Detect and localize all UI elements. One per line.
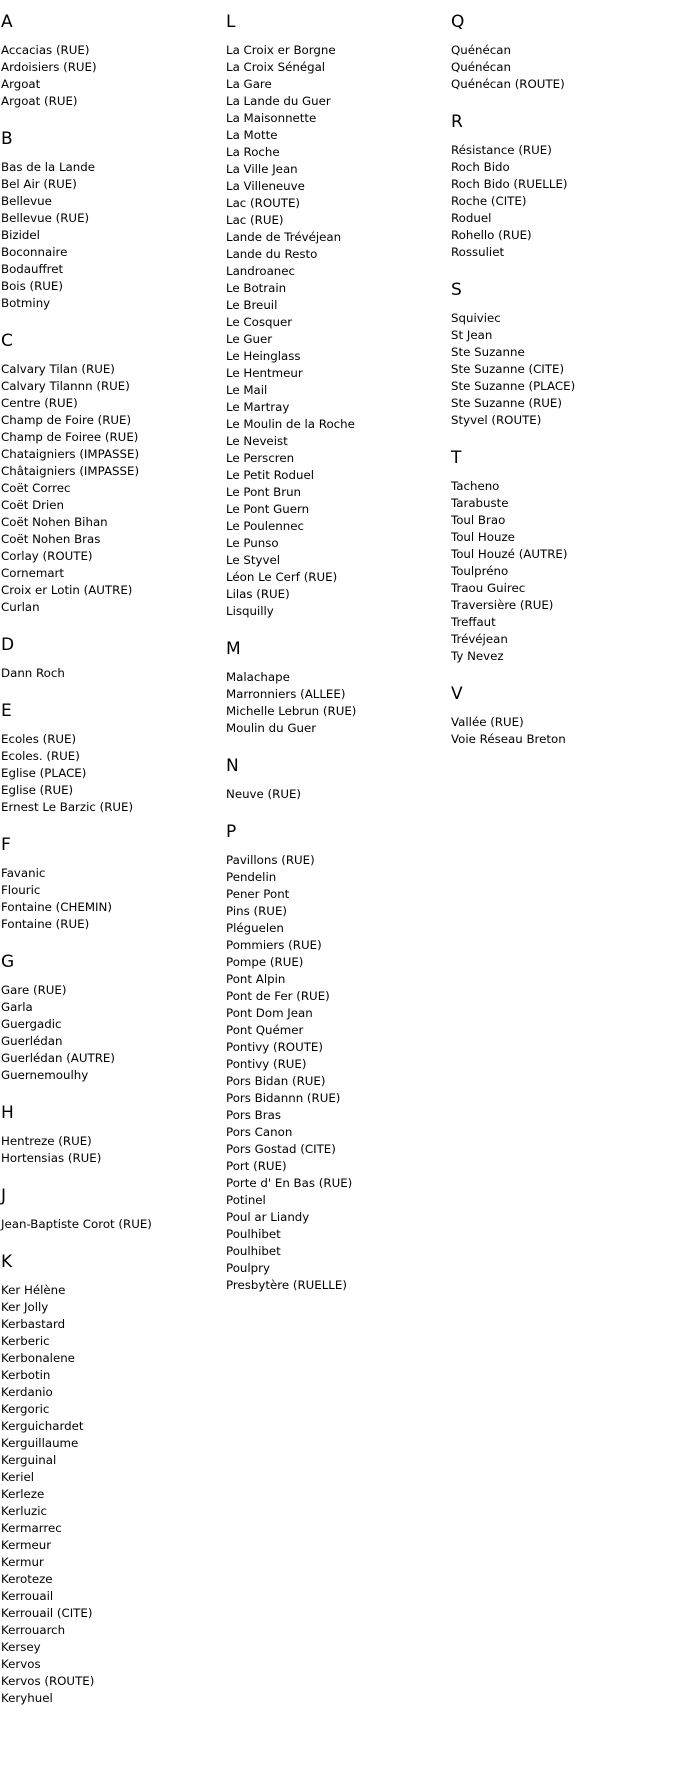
- letter-heading: R: [451, 112, 463, 132]
- street-link[interactable]: Kersey: [1, 1640, 41, 1654]
- street-link[interactable]: Coët Nohen Bras: [1, 532, 101, 546]
- street-link[interactable]: Traversière (RUE): [451, 598, 554, 612]
- letter-group-l: [226, 0, 446, 627]
- street-link[interactable]: Roch Bido (RUELLE): [451, 177, 568, 191]
- street-link[interactable]: La Ville Jean: [226, 162, 298, 176]
- street-link[interactable]: Ste Suzanne (PLACE): [451, 379, 576, 393]
- street-link[interactable]: Le Mail: [226, 383, 268, 397]
- street-link[interactable]: Pors Canon: [226, 1125, 293, 1139]
- street-link[interactable]: La Roche: [226, 145, 280, 159]
- letter-heading: T: [451, 448, 462, 468]
- street-link[interactable]: Keriel: [1, 1470, 35, 1484]
- street-link[interactable]: Pavillons (RUE): [226, 853, 315, 867]
- street-link[interactable]: Tarabuste: [451, 496, 509, 510]
- street-link[interactable]: Kerguinal: [1, 1453, 57, 1467]
- street-link[interactable]: Ecoles. (RUE): [1, 749, 80, 763]
- street-link[interactable]: Voie Réseau Breton: [451, 732, 566, 746]
- street-link[interactable]: Bodauffret: [1, 262, 64, 276]
- street-link[interactable]: Pendelin: [226, 870, 277, 884]
- street-link[interactable]: Cornemart: [1, 566, 65, 580]
- street-link[interactable]: Bellevue (RUE): [1, 211, 90, 225]
- street-link[interactable]: Keryhuel: [1, 1691, 53, 1705]
- letter-heading: M: [226, 639, 241, 659]
- street-link[interactable]: Pont Quémer: [226, 1023, 304, 1037]
- street-link[interactable]: Toul Houzé (AUTRE): [451, 547, 568, 561]
- street-link[interactable]: St Jean: [451, 328, 493, 342]
- letter-group-s: [451, 268, 671, 436]
- street-link[interactable]: Quénécan: [451, 43, 511, 57]
- street-link[interactable]: Styvel (ROUTE): [451, 413, 542, 427]
- letter-heading: L: [226, 12, 236, 32]
- street-link[interactable]: Neuve (RUE): [226, 787, 302, 801]
- letter-group-c: [1, 319, 221, 623]
- letter-heading: N: [226, 756, 239, 776]
- street-link[interactable]: Roch Bido: [451, 160, 510, 174]
- street-link[interactable]: Le Martray: [226, 400, 290, 414]
- street-link[interactable]: La Gare: [226, 77, 272, 91]
- street-link[interactable]: Le Heinglass: [226, 349, 301, 363]
- street-link[interactable]: Calvary Tilannn (RUE): [1, 379, 130, 393]
- street-link[interactable]: Le Perscren: [226, 451, 295, 465]
- street-link[interactable]: Le Poulennec: [226, 519, 304, 533]
- street-link[interactable]: Landroanec: [226, 264, 296, 278]
- street-link[interactable]: Flouric: [1, 883, 41, 897]
- street-link[interactable]: Ker Hélène: [1, 1283, 66, 1297]
- street-link[interactable]: Pommiers (RUE): [226, 938, 322, 952]
- street-link[interactable]: Port (RUE): [226, 1159, 287, 1173]
- street-link[interactable]: Kerbastard: [1, 1317, 66, 1331]
- street-link[interactable]: Le Petit Roduel: [226, 468, 314, 482]
- street-link[interactable]: Ste Suzanne (CITE): [451, 362, 565, 376]
- street-link[interactable]: Bois (RUE): [1, 279, 63, 293]
- letter-heading: Q: [451, 12, 465, 32]
- street-link[interactable]: Guernemoulhy: [1, 1068, 89, 1082]
- street-link[interactable]: Guergadic: [1, 1017, 62, 1031]
- street-link[interactable]: Argoat (RUE): [1, 94, 78, 108]
- street-link[interactable]: Kerbonalene: [1, 1351, 75, 1365]
- street-link[interactable]: Pors Bidan (RUE): [226, 1074, 326, 1088]
- street-link[interactable]: Pontivy (ROUTE): [226, 1040, 323, 1054]
- street-link[interactable]: Résistance (RUE): [451, 143, 552, 157]
- street-link[interactable]: Argoat: [1, 77, 41, 91]
- street-link[interactable]: Moulin du Guer: [226, 721, 317, 735]
- street-link[interactable]: Bel Air (RUE): [1, 177, 77, 191]
- letter-heading: K: [1, 1252, 13, 1272]
- street-link[interactable]: Presbytère (RUELLE): [226, 1278, 347, 1292]
- street-link[interactable]: Michelle Lebrun (RUE): [226, 704, 357, 718]
- street-link[interactable]: Coët Drien: [1, 498, 65, 512]
- street-link[interactable]: Vallée (RUE): [451, 715, 524, 729]
- street-link[interactable]: Traou Guirec: [451, 581, 526, 595]
- street-link[interactable]: Porte d' En Bas (RUE): [226, 1176, 353, 1190]
- letter-group-k: [1, 1240, 221, 1714]
- street-link[interactable]: Poulhibet: [226, 1244, 281, 1258]
- street-link[interactable]: Centre (RUE): [1, 396, 78, 410]
- street-link[interactable]: Jean-Baptiste Corot (RUE): [1, 1217, 152, 1231]
- street-link[interactable]: Eglise (PLACE): [1, 766, 87, 780]
- letter-group-e: [1, 689, 221, 823]
- street-link[interactable]: Gare (RUE): [1, 983, 67, 997]
- letter-group-f: [1, 823, 221, 940]
- street-link[interactable]: Ste Suzanne: [451, 345, 525, 359]
- letter-heading: S: [451, 280, 462, 300]
- index-column-1: [1, 0, 221, 1714]
- street-link[interactable]: Curlan: [1, 600, 40, 614]
- street-link[interactable]: Rohello (RUE): [451, 228, 532, 242]
- street-link[interactable]: Dann Roch: [1, 666, 65, 680]
- index-column-3: [451, 0, 671, 755]
- letter-heading: H: [1, 1103, 14, 1123]
- street-link[interactable]: Kergoric: [1, 1402, 50, 1416]
- street-link[interactable]: Rossuliet: [451, 245, 505, 259]
- street-link[interactable]: Pors Gostad (CITE): [226, 1142, 336, 1156]
- letter-group-n: [226, 744, 446, 810]
- street-link[interactable]: Eglise (RUE): [1, 783, 74, 797]
- street-link[interactable]: Squiviec: [451, 311, 501, 325]
- street-link[interactable]: Toul Houze: [451, 530, 515, 544]
- street-link[interactable]: Hentreze (RUE): [1, 1134, 92, 1148]
- street-link[interactable]: La Villeneuve: [226, 179, 305, 193]
- street-link[interactable]: Calvary Tilan (RUE): [1, 362, 115, 376]
- street-link[interactable]: Fontaine (CHEMIN): [1, 900, 112, 914]
- street-link[interactable]: Kerberic: [1, 1334, 50, 1348]
- street-link[interactable]: La Croix Sénégal: [226, 60, 326, 74]
- letter-group-h: [1, 1091, 221, 1174]
- street-link[interactable]: Fontaine (RUE): [1, 917, 90, 931]
- letter-group-b: [1, 117, 221, 319]
- street-link[interactable]: Botminy: [1, 296, 51, 310]
- street-link[interactable]: La Lande du Guer: [226, 94, 331, 108]
- street-link[interactable]: Ty Nevez: [451, 649, 504, 663]
- street-link[interactable]: Ecoles (RUE): [1, 732, 77, 746]
- street-link[interactable]: La Croix er Borgne: [226, 43, 336, 57]
- street-link[interactable]: Pompe (RUE): [226, 955, 304, 969]
- street-link[interactable]: Léon Le Cerf (RUE): [226, 570, 338, 584]
- street-link[interactable]: Ernest Le Barzic (RUE): [1, 800, 134, 814]
- street-link[interactable]: Chataigniers (IMPASSE): [1, 447, 140, 461]
- street-link[interactable]: Châtaigniers (IMPASSE): [1, 464, 140, 478]
- letter-group-g: [1, 940, 221, 1091]
- street-link[interactable]: Lande de Trévéjean: [226, 230, 342, 244]
- street-link[interactable]: La Motte: [226, 128, 278, 142]
- letter-group-r: [451, 100, 671, 268]
- street-link[interactable]: Pins (RUE): [226, 904, 287, 918]
- street-link[interactable]: Guerlédan (AUTRE): [1, 1051, 115, 1065]
- street-link[interactable]: Malachape: [226, 670, 290, 684]
- street-link[interactable]: Treffaut: [451, 615, 496, 629]
- street-link[interactable]: Kerrouail (CITE): [1, 1606, 93, 1620]
- street-link[interactable]: Boconnaire: [1, 245, 68, 259]
- letter-group-a: [1, 0, 221, 117]
- street-link[interactable]: Pors Bras: [226, 1108, 281, 1122]
- street-link[interactable]: Lac (RUE): [226, 213, 284, 227]
- street-link[interactable]: Le Botrain: [226, 281, 287, 295]
- street-link[interactable]: Quénécan: [451, 60, 511, 74]
- street-link[interactable]: Kerguillaume: [1, 1436, 79, 1450]
- street-link[interactable]: Coët Nohen Bihan: [1, 515, 108, 529]
- street-link[interactable]: Kerrouarch: [1, 1623, 66, 1637]
- letter-heading: C: [1, 331, 13, 351]
- street-link[interactable]: Marronniers (ALLEE): [226, 687, 346, 701]
- street-link[interactable]: Lisquilly: [226, 604, 274, 618]
- street-link[interactable]: Le Guer: [226, 332, 273, 346]
- street-link[interactable]: Lilas (RUE): [226, 587, 290, 601]
- street-link[interactable]: Keroteze: [1, 1572, 53, 1586]
- street-link[interactable]: Champ de Foiree (RUE): [1, 430, 139, 444]
- letter-group-t: [451, 436, 671, 672]
- street-link[interactable]: Kerbotin: [1, 1368, 51, 1382]
- letter-heading: E: [1, 701, 12, 721]
- street-link[interactable]: Toul Brao: [451, 513, 506, 527]
- street-link[interactable]: Quénécan (ROUTE): [451, 77, 565, 91]
- street-link[interactable]: Coët Correc: [1, 481, 71, 495]
- street-link[interactable]: Lac (ROUTE): [226, 196, 301, 210]
- street-link[interactable]: Pont de Fer (RUE): [226, 989, 330, 1003]
- letter-heading: F: [1, 835, 11, 855]
- street-link[interactable]: Kerdanio: [1, 1385, 53, 1399]
- letter-heading: V: [451, 684, 463, 704]
- street-link[interactable]: Kervos: [1, 1657, 41, 1671]
- street-link[interactable]: Kerrouail: [1, 1589, 54, 1603]
- street-link[interactable]: Le Cosquer: [226, 315, 293, 329]
- street-link[interactable]: Le Pont Brun: [226, 485, 302, 499]
- street-link[interactable]: Trévéjean: [451, 632, 508, 646]
- street-link[interactable]: Favanic: [1, 866, 46, 880]
- street-link[interactable]: Kerguichardet: [1, 1419, 84, 1433]
- street-link[interactable]: Guerlédan: [1, 1034, 63, 1048]
- street-link[interactable]: Le Moulin de la Roche: [226, 417, 355, 431]
- street-link[interactable]: Pléguelen: [226, 921, 284, 935]
- street-link[interactable]: Kerleze: [1, 1487, 45, 1501]
- letter-heading: P: [226, 822, 237, 842]
- street-link[interactable]: Ste Suzanne (RUE): [451, 396, 562, 410]
- letter-group-m: [226, 627, 446, 744]
- street-link[interactable]: Potinel: [226, 1193, 266, 1207]
- street-link[interactable]: La Maisonnette: [226, 111, 317, 125]
- street-link[interactable]: Le Breuil: [226, 298, 278, 312]
- street-link[interactable]: Kermarrec: [1, 1521, 62, 1535]
- street-link[interactable]: Poulpry: [226, 1261, 270, 1275]
- street-link[interactable]: Le Pont Guern: [226, 502, 310, 516]
- street-link[interactable]: Poulhibet: [226, 1227, 281, 1241]
- street-link[interactable]: Garla: [1, 1000, 33, 1014]
- street-link[interactable]: Accacias (RUE): [1, 43, 90, 57]
- street-link[interactable]: Pontivy (RUE): [226, 1057, 307, 1071]
- street-link[interactable]: Roche (CITE): [451, 194, 527, 208]
- street-link[interactable]: Corlay (ROUTE): [1, 549, 93, 563]
- street-link[interactable]: Kermeur: [1, 1538, 52, 1552]
- street-link[interactable]: Pener Pont: [226, 887, 290, 901]
- letter-heading: G: [1, 952, 15, 972]
- street-link[interactable]: Pont Dom Jean: [226, 1006, 313, 1020]
- letter-group-v: [451, 672, 671, 755]
- street-link[interactable]: Bas de la Lande: [1, 160, 95, 174]
- street-link[interactable]: Lande du Resto: [226, 247, 318, 261]
- street-link[interactable]: Le Punso: [226, 536, 279, 550]
- street-link[interactable]: Le Neveist: [226, 434, 288, 448]
- street-link[interactable]: Toulpréno: [451, 564, 509, 578]
- index-column-2: [226, 0, 446, 1301]
- street-link[interactable]: Ardoisiers (RUE): [1, 60, 97, 74]
- letter-group-d: [1, 623, 221, 689]
- street-link[interactable]: Hortensias (RUE): [1, 1151, 102, 1165]
- letter-heading: B: [1, 129, 13, 149]
- street-link[interactable]: Poul ar Liandy: [226, 1210, 310, 1224]
- street-link[interactable]: Kermur: [1, 1555, 44, 1569]
- letter-group-p: [226, 810, 446, 1301]
- street-link[interactable]: Le Hentmeur: [226, 366, 303, 380]
- street-link[interactable]: Kervos (ROUTE): [1, 1674, 95, 1688]
- letter-heading: J: [1, 1186, 7, 1206]
- street-link[interactable]: Tacheno: [451, 479, 500, 493]
- street-link[interactable]: Bellevue: [1, 194, 52, 208]
- letter-group-q: [451, 0, 671, 100]
- street-link[interactable]: Le Styvel: [226, 553, 280, 567]
- street-link[interactable]: Croix er Lotin (AUTRE): [1, 583, 133, 597]
- letter-heading: D: [1, 635, 15, 655]
- street-link[interactable]: Bizidel: [1, 228, 40, 242]
- street-link[interactable]: Champ de Foire (RUE): [1, 413, 132, 427]
- street-link[interactable]: Roduel: [451, 211, 492, 225]
- street-link[interactable]: Pont Alpin: [226, 972, 286, 986]
- street-link[interactable]: Kerluzic: [1, 1504, 47, 1518]
- letter-group-j: [1, 1174, 221, 1240]
- street-link[interactable]: Pors Bidannn (RUE): [226, 1091, 341, 1105]
- letter-heading: A: [1, 12, 13, 32]
- street-link[interactable]: Ker Jolly: [1, 1300, 49, 1314]
